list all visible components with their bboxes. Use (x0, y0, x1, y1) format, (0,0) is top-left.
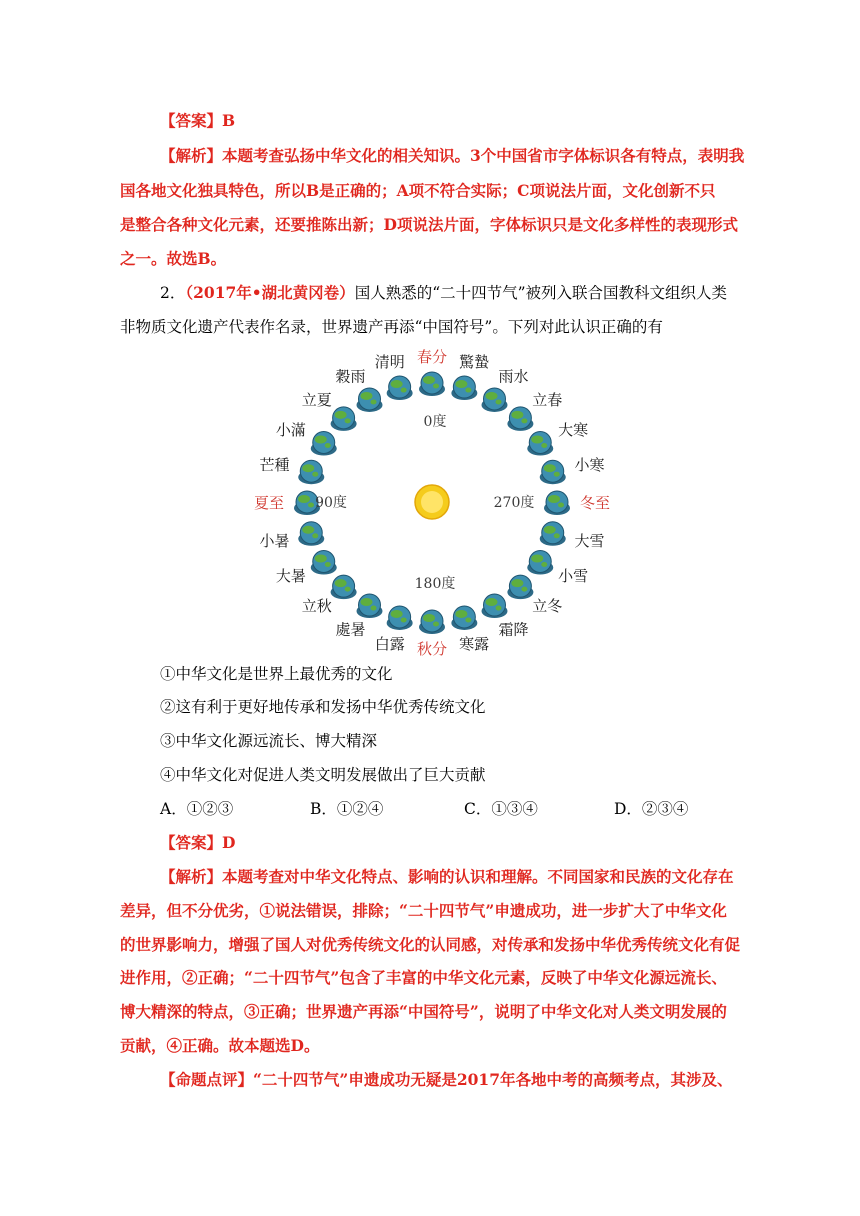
globe-icon (311, 432, 337, 456)
degree-label-bottom: 180度 (414, 576, 456, 592)
statement-1: ①中华文化是世界上最优秀的文化 (160, 665, 393, 683)
globe-icon (298, 522, 324, 546)
solar-term-label: 小暑 (259, 531, 290, 550)
analysis-2-line (160, 866, 734, 888)
analysis-tag: 【解析】 (160, 867, 223, 886)
globe-icon (527, 432, 553, 456)
globe-icon (419, 610, 445, 634)
solar-term-label: 雨水 (498, 367, 529, 386)
globe-icon (544, 491, 570, 515)
answer-1: 【答案】B (160, 111, 236, 130)
globe-icon (387, 376, 413, 400)
globe-icon (482, 594, 508, 618)
solar-term-label: 霜降 (498, 620, 529, 639)
solar-term-label: 大寒 (558, 421, 589, 439)
globe-icon (540, 522, 566, 546)
solar-term-label: 立秋 (301, 597, 332, 616)
globe-icon (451, 376, 477, 400)
solar-term-label: 芒種 (259, 456, 290, 475)
solar-term-label: 立春 (532, 390, 563, 409)
solar-term-label: 立夏 (301, 390, 332, 409)
solar-term-label: 大雪 (574, 531, 605, 550)
analysis-1-line (160, 145, 744, 167)
solar-term-label: 寒露 (459, 635, 490, 654)
solar-term-label: 清明 (374, 352, 405, 371)
analysis-text: 本题考查弘扬中华文化的相关知识。3个中国省市字体标识各有特点，表明我 (222, 146, 745, 165)
globe-icon (331, 575, 357, 599)
question-text: 国人熟悉的“二十四节气”被列入联合国教科文组织人类 (354, 284, 728, 302)
globe-icon (507, 575, 533, 599)
globe-icon (298, 460, 324, 484)
analysis-2-line: 的世界影响力，增强了国人对优秀传统文化的认同感，对传承和发扬中华优秀传统文化有促 (120, 935, 741, 954)
answer-2: 【答案】D (160, 833, 236, 852)
globe-icon (507, 407, 533, 431)
solar-term-label: 小滿 (275, 421, 306, 439)
comment-text: “二十四节气”申遗成功无疑是2017年各地中考的高频考点，其涉及、 (253, 1070, 733, 1089)
degree-label-left: 90度 (315, 495, 347, 511)
option-b: B．①②④ (310, 800, 384, 818)
analysis-2-line: 差异，但不分优劣，①说法错误，排除；“二十四节气”申遗成功，进一步扩大了中华文化 (120, 901, 727, 920)
solar-term-label: 處暑 (335, 620, 366, 639)
question-number: 2． (160, 284, 186, 302)
analysis-1-line: 国各地文化独具特色，所以B是正确的；A项不符合实际；C项说法片面，文化创新不只 (120, 181, 716, 200)
option-c: C．①③④ (464, 800, 538, 818)
solar-term-label: 立冬 (532, 597, 563, 616)
solar-term-label: 小雪 (558, 567, 589, 585)
question-2-line: 非物质文化遗产代表作名录，世界遗产再添“中国符号”。下列对此认识正确的有 (120, 318, 663, 336)
globe-icon (311, 551, 337, 575)
globe-icon (357, 388, 383, 412)
globe-icon (331, 407, 357, 431)
globe-icon (419, 372, 445, 396)
globe-icon (540, 460, 566, 484)
analysis-text: 本题考查对中华文化特点、影响的认识和理解。不同国家和民族的文化存在 (222, 867, 734, 886)
analysis-2-line: 博大精深的特点，③正确；世界遗产再添“中国符号”，说明了中华文化对人类文明发展的 (120, 1002, 727, 1021)
solar-term-label: 夏至 (253, 494, 285, 512)
statement-3: ③中华文化源远流长、博大精深 (160, 732, 378, 750)
analysis-tag: 【解析】 (160, 146, 223, 165)
solar-term-label: 秋分 (416, 640, 448, 658)
solar-term-label: 白露 (374, 635, 405, 654)
globe-icon (357, 594, 383, 618)
analysis-2-line: 贡献，④正确。故本题选D。 (120, 1036, 320, 1055)
option-d: D．②③④ (614, 800, 689, 818)
analysis-1-line: 之一。故选B。 (120, 249, 227, 268)
question-source: （2017年•湖北黄冈卷） (185, 283, 355, 302)
analysis-1-line: 是整合各种文化元素，还要推陈出新；D项说法片面，字体标识只是文化多样性的表现形式 (120, 215, 738, 234)
solar-term-label: 穀雨 (335, 367, 366, 386)
solar-term-label: 冬至 (579, 494, 611, 512)
solar-terms-diagram (252, 348, 611, 658)
sun-icon (415, 485, 449, 519)
globe-icon (451, 606, 477, 630)
degree-label-top: 0度 (423, 414, 447, 430)
solar-term-label: 小寒 (574, 456, 605, 475)
question-2-line (160, 282, 727, 304)
solar-term-label: 春分 (416, 348, 448, 366)
analysis-2-line: 进作用，②正确；“二十四节气”包含了丰富的中华文化元素，反映了中华文化源远流长、 (120, 968, 727, 987)
globe-icon (387, 606, 413, 630)
comment-tag: 【命题点评】 (160, 1070, 254, 1089)
solar-term-label: 驚蟄 (459, 352, 490, 371)
globe-icon (482, 388, 508, 412)
comment (160, 1069, 733, 1091)
statement-2: ②这有利于更好地传承和发扬中华优秀传统文化 (160, 698, 486, 716)
globe-icon (527, 551, 553, 575)
degree-label-right: 270度 (493, 495, 535, 511)
solar-term-label: 大暑 (275, 567, 306, 585)
option-a: A．①②③ (160, 800, 234, 818)
statement-4: ④中华文化对促进人类文明发展做出了巨大贡献 (160, 766, 486, 784)
